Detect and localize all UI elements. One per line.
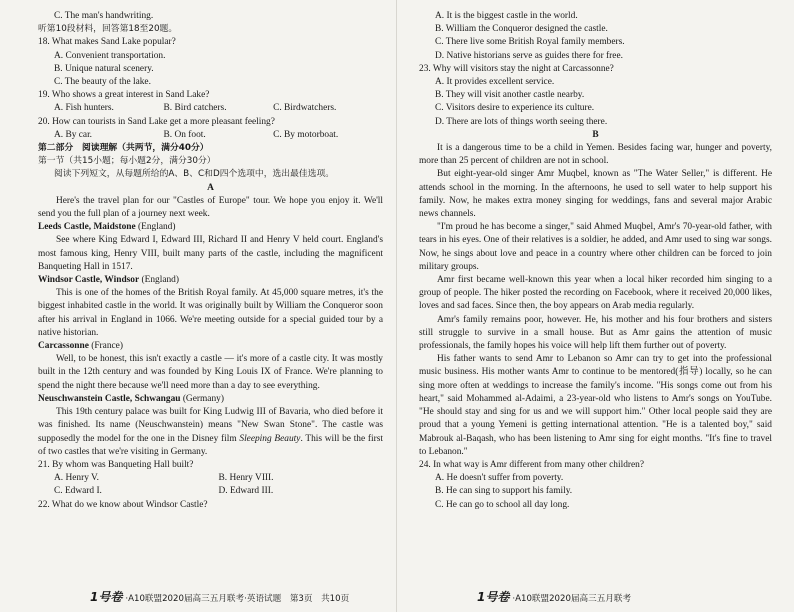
passage-b-para-5: Amr's family remains poor, however. He, his mother and his four brothers and sisters still struggle to survive in a small house. But as Amr gains the attention of music professionals, the family hopes his voice will help lift them further out of poverty. bbox=[419, 314, 772, 352]
exam-logo: 1号卷 bbox=[90, 589, 123, 604]
passage-b-para-2: But eight-year-old singer Amr Muqbel, known as "The Water Seller," is different. He attends school in the morning. In the afternoons, he used to sell water to help support his family. Now, he makes extra money singing for weddings, fans and several major Arabic news channels. bbox=[419, 169, 772, 220]
q21-options-row2 bbox=[38, 485, 383, 498]
q23-option-d: D. There are lots of things worth seeing there. bbox=[435, 116, 608, 127]
question-18: 18. What makes Sand Lake popular? bbox=[38, 37, 176, 48]
windsor-body: This is one of the homes of the British Royal family. At 45,000 square metres, it's the biggest inhabited castle in the world. It was originally built by William the Conqueror soon after his arrival in England in 1066. We're meeting outside for a special guided tour by a native historian. bbox=[38, 288, 383, 338]
reading-instruction: 阅读下列短文，从每题所给的A、B、C和D四个选项中，选出最佳选项。 bbox=[54, 169, 335, 180]
passage-a-label: A bbox=[207, 182, 214, 193]
q21-options-row1 bbox=[38, 472, 383, 485]
q20-option-a: A. By car. bbox=[54, 129, 93, 140]
passage-b-label: B bbox=[592, 129, 599, 140]
windsor-location: (England) bbox=[139, 275, 179, 286]
neuschwanstein-title: Neuschwanstein Castle, Schwangau bbox=[38, 393, 181, 404]
q23-option-c: C. Visitors desire to experience its culture. bbox=[435, 103, 595, 114]
q18-option-b: B. Unique natural scenery. bbox=[54, 63, 154, 74]
q22-option-c: C. There live some British Royal family members. bbox=[435, 37, 625, 48]
neuschwanstein-heading bbox=[38, 393, 383, 406]
neuschwanstein-body-part2: . This will be the first of two castles that we're visiting in Germany. bbox=[38, 433, 383, 457]
neuschwanstein-location: (Germany) bbox=[180, 393, 224, 404]
passage-b-para-4: Amr first became well-known this year when a local hiker recorded him singing to a group of people. The hiker posted the recording on Facebook, where it received 20,000 likes, loves and sad faces. Since then, the boy appears on Arab media regularly. bbox=[419, 275, 772, 312]
passage-b-para-6: His father wants to send Amr to Lebanon so Amr can try to get into the professional music business. His mother wants Amr to continue to be mentored(指导) locally, so he can sing more often at weddings to increase the family's income. "His songs come out from his heart," said Mohammed al-Adaimi, a 23-year-old who listens to Amr's songs on YouTube. "He should stay and sing for us and we will support him." Other local people said they are proud that a young Yemeni is getting international attention. "He is a talented boy," said Mabrouk al-Baqash, who has been listening to Amr sing for eight months. "It's fine to travel to Lebanon." bbox=[419, 354, 772, 457]
q17-option-c: C. The man's handwriting. bbox=[54, 11, 154, 21]
q21-option-c: C. Edward I. bbox=[54, 486, 102, 497]
left-footer-text: ·A10联盟2020届高三五月联考·英语试题 第3页 共10页 bbox=[125, 593, 350, 604]
windsor-title: Windsor Castle, Windsor bbox=[38, 275, 140, 286]
question-20: 20. How can tourists in Sand Lake get a more pleasant feeling? bbox=[38, 116, 275, 127]
q24-option-b: B. He can sing to support his family. bbox=[435, 486, 573, 497]
q20-option-c: C. By motorboat. bbox=[273, 129, 339, 140]
right-footer-text: ·A10联盟2020届高三五月联考 bbox=[512, 593, 632, 604]
question-21: 21. By whom was Banqueting Hall built? bbox=[38, 459, 194, 470]
q19-options bbox=[38, 102, 383, 115]
passage-b-para-3: "I'm proud he has become a singer," said Ahmed Muqbel, Amr's 70-year-old father, with tears in his eyes. One of their relatives is a soldier, he added, and Amr used to sing war songs. Now, he sings about love and peace in a country where other children can be forced to join military groups. bbox=[419, 222, 772, 272]
passage-b-para-1: It is a dangerous time to be a child in Yemen. Besides facing war, hunger and poverty, more than 25 percent of children are not in school. bbox=[419, 143, 772, 167]
q22-option-b: B. William the Conqueror designed the castle. bbox=[435, 24, 608, 35]
neuschwanstein-body bbox=[38, 406, 383, 459]
carcassonne-heading bbox=[38, 340, 383, 353]
question-23: 23. Why will visitors stay the night at Carcassonne? bbox=[419, 63, 614, 74]
carcassonne-location: (France) bbox=[88, 341, 123, 352]
listening-instruction: 听第10段材料，回答第18至20题。 bbox=[38, 24, 178, 35]
q18-option-c: C. The beauty of the lake. bbox=[54, 77, 151, 88]
q19-option-b: B. Bird catchers. bbox=[163, 103, 227, 114]
q20-options bbox=[38, 129, 383, 142]
part-two-heading: 第二部分 阅读理解（共两节，满分40分） bbox=[38, 143, 209, 154]
q18-option-a: A. Convenient transportation. bbox=[54, 50, 166, 61]
q22-option-d: D. Native historians serve as guides there for free. bbox=[435, 50, 623, 61]
leeds-heading bbox=[38, 221, 383, 234]
question-22: 22. What do we know about Windsor Castle? bbox=[38, 499, 208, 510]
exam-logo-right: 1号卷 bbox=[477, 589, 510, 604]
q23-option-a: A. It provides excellent service. bbox=[435, 77, 555, 88]
q19-option-c: C. Birdwatchers. bbox=[273, 103, 337, 114]
neuschwanstein-body-part1: This 19th century palace was built for King Ludwig III of Bavaria, who died before it was finished. Its name (Neuschwanstein) means "New Swan Stone". The castle was supposedly the model for the one in the Disney film bbox=[38, 407, 383, 444]
q21-option-d: D. Edward III. bbox=[218, 486, 274, 497]
leeds-location: (England) bbox=[135, 222, 176, 233]
q20-option-b: B. On foot. bbox=[163, 129, 206, 140]
question-19: 19. Who shows a great interest in Sand Lake? bbox=[38, 90, 210, 101]
q22-option-a: A. It is the biggest castle in the world. bbox=[435, 11, 578, 21]
left-page-footer bbox=[90, 591, 349, 606]
film-title: Sleeping Beauty bbox=[239, 433, 301, 444]
right-page bbox=[397, 0, 794, 612]
q19-option-a: A. Fish hunters. bbox=[54, 103, 114, 114]
question-24: 24. In what way is Amr different from many other children? bbox=[419, 459, 645, 470]
q24-option-c: C. He can go to school all day long. bbox=[435, 499, 570, 510]
section-one-heading: 第一节（共15小题；每小题2分，满分30分） bbox=[38, 156, 216, 167]
q23-option-b: B. They will visit another castle nearby. bbox=[435, 90, 585, 101]
right-page-footer bbox=[477, 591, 631, 606]
windsor-heading bbox=[38, 274, 383, 287]
q21-option-b: B. Henry VIII. bbox=[218, 473, 274, 484]
carcassonne-body: Well, to be honest, this isn't exactly a castle — it's more of a castle city. It was mostly built in the 12th century and was founded by King Louis IX of France. We're planning to spend the night there because we'll need more than a day to see everything. bbox=[38, 354, 383, 391]
q24-option-a: A. He doesn't suffer from poverty. bbox=[435, 473, 564, 484]
passage-a-intro: Here's the travel plan for our "Castles of Europe" tour. We hope you enjoy it. We'll send you the full plan of a journey next week. bbox=[38, 195, 383, 220]
leeds-body: See where King Edward I, Edward III, Richard II and Henry V held court. England's most famous king, Henry VIII, built many parts of the castle, including the magnificent Banqueting Hall in 1517. bbox=[38, 235, 383, 272]
q21-option-a: A. Henry V. bbox=[54, 473, 99, 484]
leeds-title: Leeds Castle, Maidstone bbox=[38, 222, 136, 233]
carcassonne-title: Carcassonne bbox=[38, 341, 89, 352]
